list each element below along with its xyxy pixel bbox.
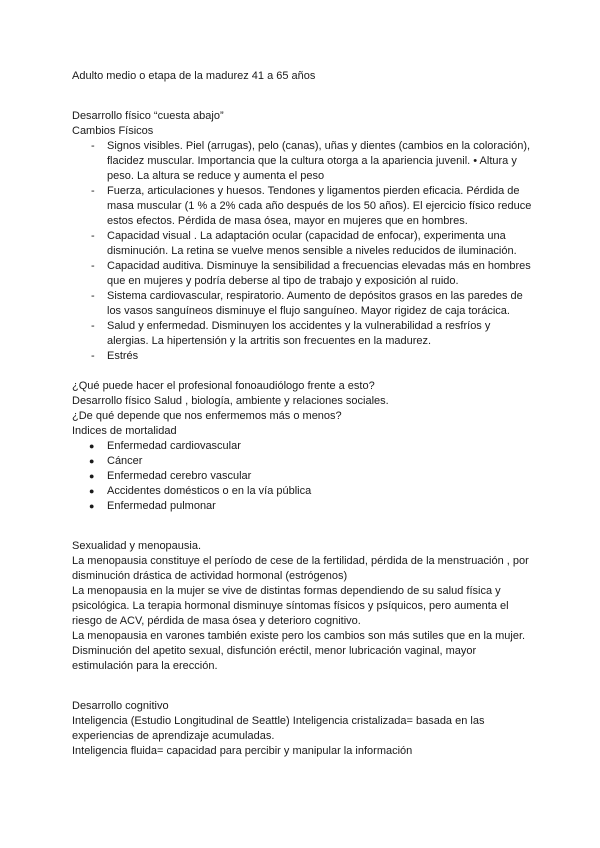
paragraph: La menopausia en la mujer se vive de distintas formas dependiendo de su salud física y psicológica. La terapia hormonal disminuye síntomas físicos y psíquicos, pero aumenta el riesgo de ACV, pérdida de masa ósea y deterioro cognitivo.	[72, 585, 509, 627]
question-fonoaudiologo: ¿Qué puede hacer el profesional fonoaudiólogo frente a esto?	[72, 380, 375, 392]
mortality-heading: Indices de mortalidad	[72, 425, 177, 437]
question-enfermedad: ¿De qué depende que nos enfermemos más o menos?	[72, 410, 342, 422]
physical-subheading: Cambios Físicos	[72, 125, 154, 137]
mortality-list	[72, 439, 532, 514]
sexuality-heading: Sexualidad y menopausia.	[72, 540, 202, 552]
list-item: ● Enfermedad pulmonar	[72, 499, 532, 514]
paragraph: La menopausia en varones también existe pero los cambios son más sutiles que en la mujer.	[72, 630, 526, 642]
list-item: - Estrés	[72, 349, 532, 364]
list-item: ● Accidentes domésticos o en la vía pública	[72, 484, 532, 499]
list-item: - Capacidad visual . La adaptación ocular (capacidad de enfocar), experimenta una disminución. La retina se vuelve menos sensible a niveles reducidos de iluminación.	[72, 229, 532, 259]
document-title: Adulto medio o etapa de la madurez 41 a 65 años	[72, 70, 316, 82]
list-item: ● Enfermedad cardiovascular	[72, 439, 532, 454]
paragraph: Inteligencia fluida= capacidad para percibir y manipular la información	[72, 745, 413, 757]
health-factors-line: Desarrollo físico Salud , biología, ambiente y relaciones sociales.	[72, 395, 389, 407]
physical-heading: Desarrollo físico “cuesta abajo”	[72, 110, 224, 122]
list-item: - Fuerza, articulaciones y huesos. Tendones y ligamentos pierden eficacia. Pérdida de masa muscular (1 % a 2% cada año después de los 50 años). El ejercicio físico reduce estos efectos. Pérdida de masa ósea, mayor en mujeres que en hombres.	[72, 184, 532, 229]
list-item: - Signos visibles. Piel (arrugas), pelo (canas), uñas y dientes (cambios en la coloración), flacidez muscular. Importancia que la cultura otorga a la apariencia juvenil. • Altura y peso. La altura se reduce y aumenta el peso	[72, 139, 532, 184]
paragraph: La menopausia constituye el período de cese de la fertilidad, pérdida de la menstruación , por disminución drástica de actividad hormonal (estrógenos)	[72, 555, 529, 582]
cognitive-heading: Desarrollo cognitivo	[72, 700, 169, 712]
paragraph: Disminución del apetito sexual, disfunción eréctil, menor lubricación vaginal, mayor estimulación para la erección.	[72, 645, 477, 672]
document-body	[72, 69, 532, 759]
list-item: - Capacidad auditiva. Disminuye la sensibilidad a frecuencias elevadas más en hombres que en mujeres y podría deberse al tipo de trabajo y exposición al ruido.	[72, 259, 532, 289]
list-item: ● Enfermedad cerebro vascular	[72, 469, 532, 484]
paragraph: Inteligencia (Estudio Longitudinal de Seattle) Inteligencia cristalizada= basada en las experiencias de aprendizaje acumuladas.	[72, 715, 485, 742]
list-item: ● Cáncer	[72, 454, 532, 469]
list-item: - Salud y enfermedad. Disminuyen los accidentes y la vulnerabilidad a resfríos y alergias. La hipertensión y la artritis son frecuentes en la madurez.	[72, 319, 532, 349]
physical-changes-list	[72, 139, 532, 364]
list-item: - Sistema cardiovascular, respiratorio. Aumento de depósitos grasos en las paredes de los vasos sanguíneos disminuye el flujo sanguíneo. Mayor rigidez de caja torácica.	[72, 289, 532, 319]
